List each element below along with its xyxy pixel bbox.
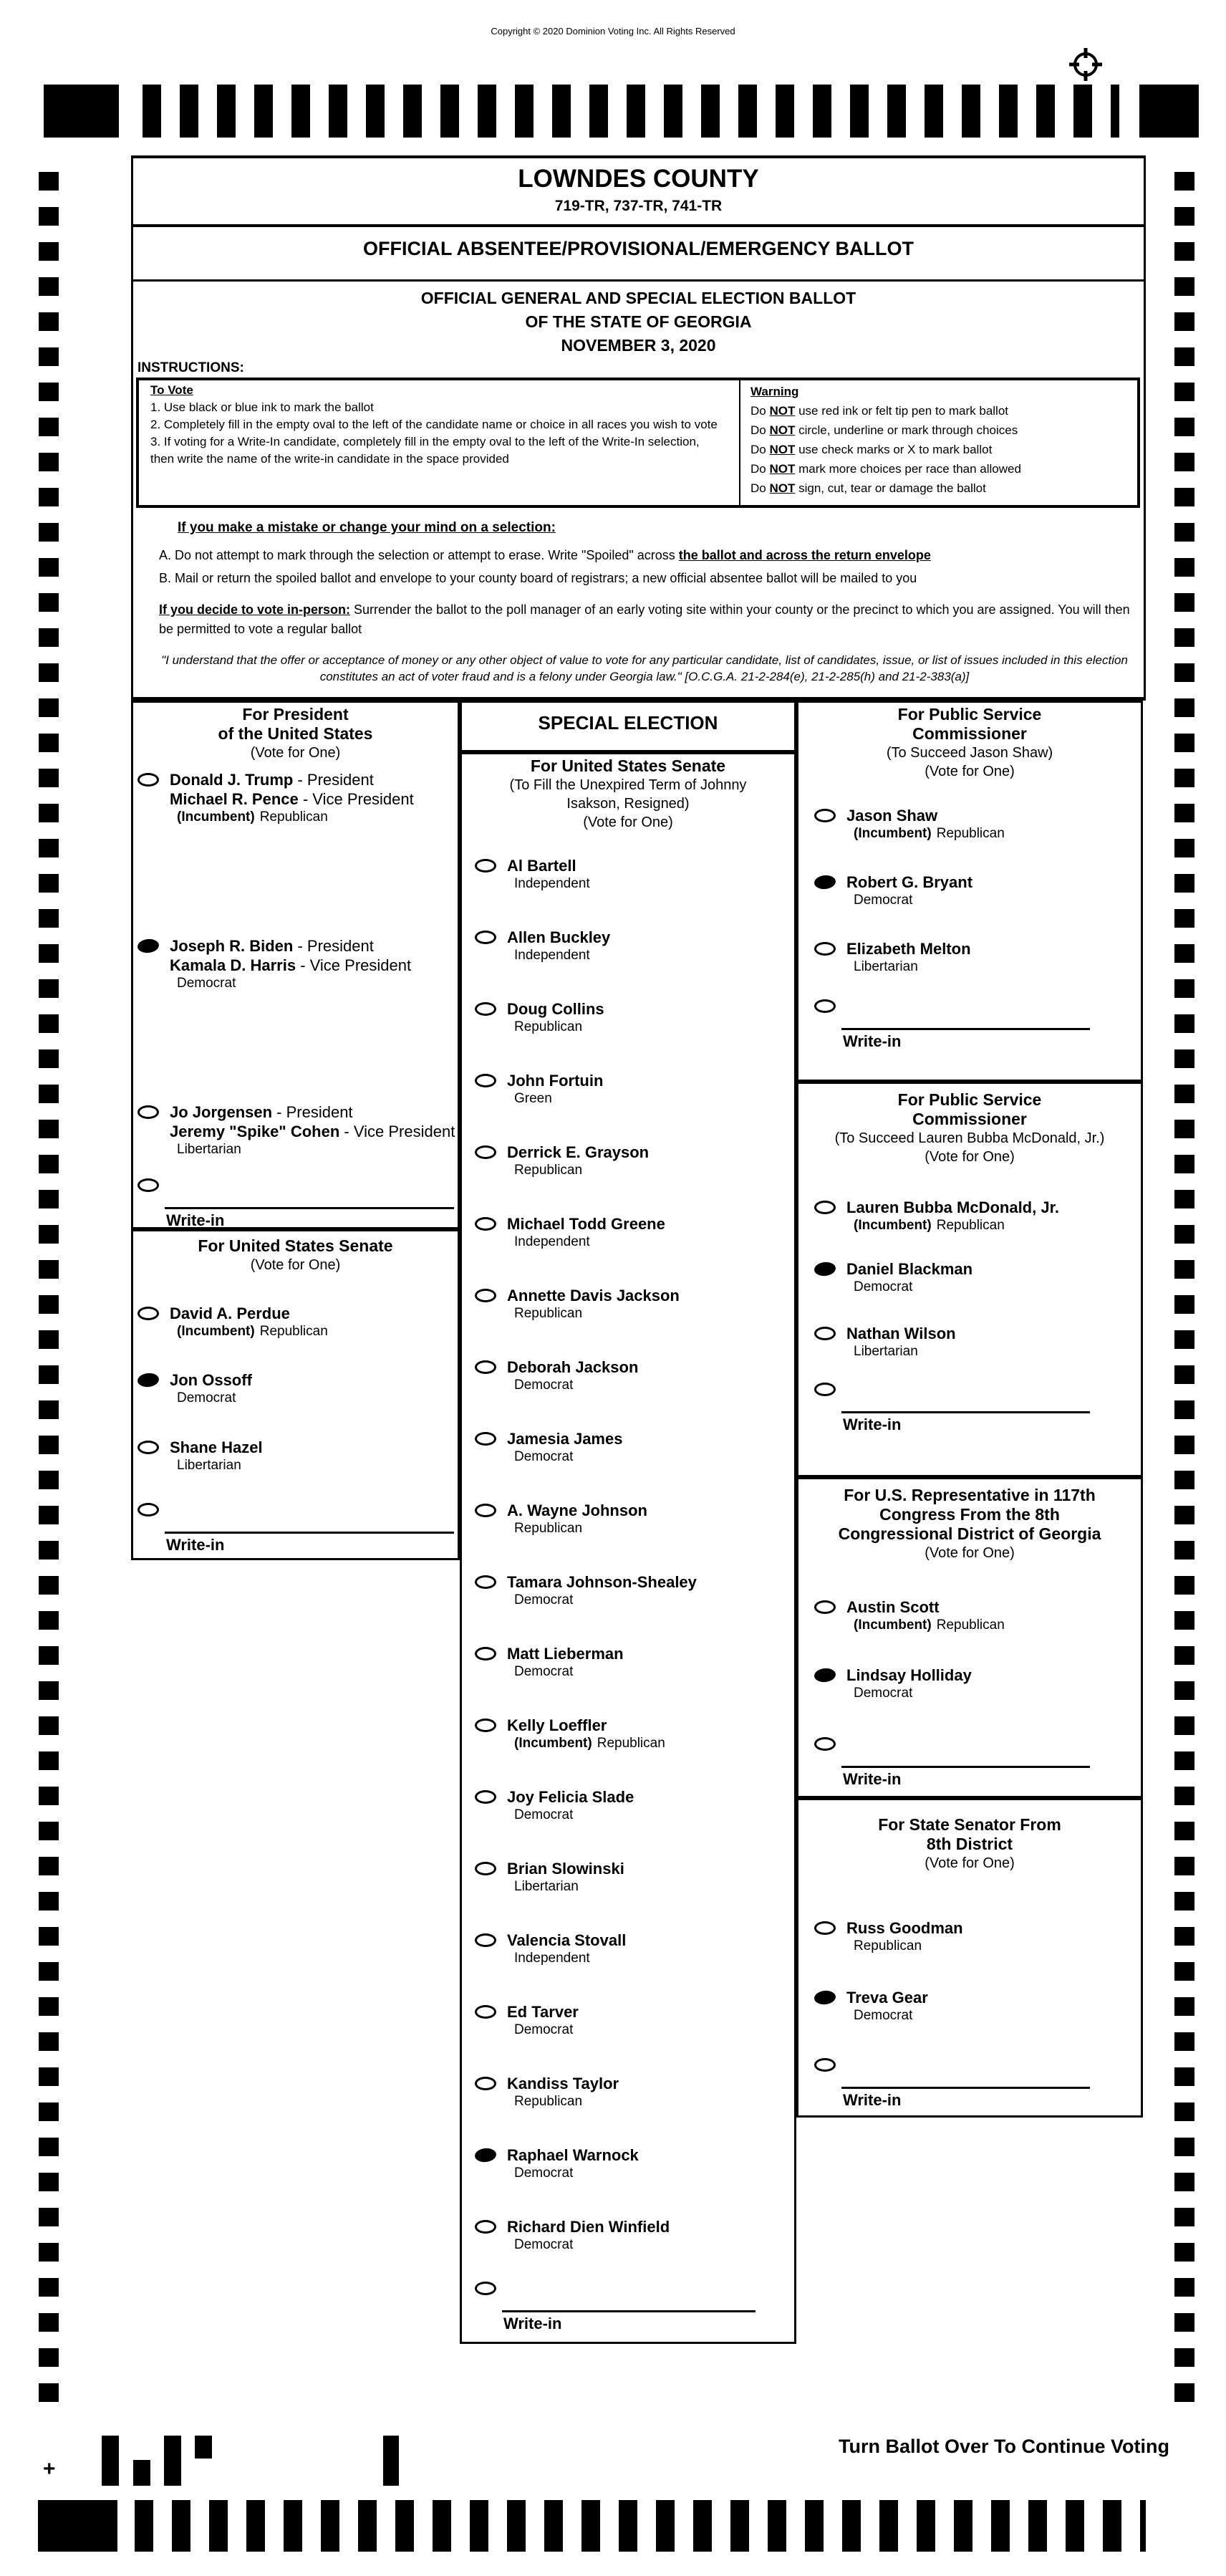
barcode-bar [383,2436,399,2486]
warning-item: Do NOT mark more choices per race than allowed [750,462,1021,476]
vote-oval-blackman[interactable] [814,1261,836,1277]
vote-oval-slade[interactable] [475,1790,496,1804]
candidate-row-biden: Joseph R. Biden - President Kamala D. Harris - Vice President Democrat [137,936,411,992]
vote-oval-loeffler[interactable] [475,1719,496,1732]
vote-oval-warnock[interactable] [474,2147,497,2163]
candidate-row-taylor: Kandiss Taylor Republican [475,2074,619,2110]
race-title-us-rep: For U.S. Representative in 117th Congress From the 8th Congressional District of Georgia (Vote for One) [798,1486,1141,1562]
write-in-row-psc1 [814,999,1090,1058]
vote-for-note: (Vote for One) [250,1257,341,1273]
write-in-oval[interactable] [475,2282,496,2295]
timing-marks-top [143,85,1119,138]
vote-oval-gear[interactable] [814,1989,836,2005]
write-in-oval[interactable] [137,1178,159,1192]
registration-target-icon [1069,48,1102,81]
write-in-oval[interactable] [814,1383,836,1396]
candidate-row-fortuin: John Fortuin Green [475,1071,603,1107]
candidate-row-perdue: David A. Perdue (Incumbent) Republican [137,1304,328,1340]
vote-oval-lieberman[interactable] [475,1647,496,1661]
copyright-line: Copyright © 2020 Dominion Voting Inc. All Rights Reserved [491,26,735,37]
barcode-bar [102,2436,119,2486]
candidate-row-gear: Treva Gear Democrat [814,1988,928,2024]
candidate-row-wilson: Nathan Wilson Libertarian [814,1324,956,1360]
registration-plus-mark: + [43,2457,56,2481]
vote-oval-james[interactable] [475,1432,496,1446]
vote-oval-bryant[interactable] [814,874,836,890]
write-in-row-president [137,1178,457,1237]
candidate-row-johnson: A. Wayne Johnson Republican [475,1501,647,1537]
vote-oval-stovall[interactable] [475,1933,496,1947]
write-in-label: Write-in [166,1536,225,1554]
vote-oval-tarver[interactable] [475,2005,496,2019]
vote-oval-johnson[interactable] [475,1504,496,1517]
write-in-label: Write-in [166,1211,225,1229]
timing-block-bottom-left [38,2500,117,2552]
vote-for-note: (Vote for One) [925,764,1015,779]
barcode-bar [133,2460,150,2486]
vote-oval-jorgensen[interactable] [137,1105,159,1119]
write-in-line[interactable] [165,1207,454,1209]
vote-oval-davis-jackson[interactable] [475,1289,496,1302]
write-in-oval[interactable] [814,999,836,1013]
vote-oval-deborah-jackson[interactable] [475,1360,496,1374]
write-in-label: Write-in [503,2315,562,2332]
warning-section [750,382,1137,498]
candidate-row-hazel: Shane Hazel Libertarian [137,1438,263,1474]
timing-marks-right [1174,172,1194,2402]
candidate-row-slade: Joy Felicia Slade Democrat [475,1787,634,1824]
vote-oval-holliday[interactable] [814,1667,836,1683]
vote-for-note: (Vote for One) [250,745,341,761]
write-in-line[interactable] [502,2310,756,2312]
write-in-row-special-senate [475,2282,756,2340]
write-in-row-us-senate [137,1503,457,1562]
mistake-heading: If you make a mistake or change your mind on a selection: [178,520,556,535]
warning-item: Do NOT circle, underline or mark through choices [750,423,1018,437]
vote-for-note: (Vote for One) [583,814,673,830]
ballot-style-number: 30 [390,2446,401,2456]
to-vote-section [150,382,723,468]
vote-oval-fortuin[interactable] [475,1074,496,1087]
timing-block-top-left [44,85,119,138]
vote-in-person-note: If you decide to vote in-person: Surrender the ballot to the poll manager of an early voting site within your county or the precinct to which you are assigned. You will then be permitted to vote a regular ballot [159,602,1130,636]
candidate-row-slowinski: Brian Slowinski Libertarian [475,1859,624,1895]
candidate-row-greene: Michael Todd Greene Independent [475,1214,665,1251]
vote-for-note: (Vote for One) [925,1545,1015,1561]
write-in-line[interactable] [841,1028,1090,1030]
candidate-row-blackman: Daniel Blackman Democrat [814,1259,972,1296]
vote-oval-winfield[interactable] [475,2220,496,2234]
instructions-label: INSTRUCTIONS: [137,360,244,375]
write-in-line[interactable] [841,1766,1090,1768]
write-in-label: Write-in [843,1416,902,1433]
to-vote-item: 3. If voting for a Write-In candidate, completely fill in the empty oval to the left of the Write-In selection, then write the name of the write-in candidate in the space provided [150,435,700,466]
vote-for-note: (Vote for One) [925,1149,1015,1165]
candidate-row-ossoff: Jon Ossoff Democrat [137,1370,252,1407]
write-in-row-psc2 [814,1383,1090,1441]
election-title [131,287,1146,357]
warning-item: Do NOT sign, cut, tear or damage the ballot [750,481,986,495]
turn-ballot-over-note: Turn Ballot Over To Continue Voting [839,2436,1169,2457]
candidate-row-loeffler: Kelly Loeffler (Incumbent) Republican [475,1716,665,1752]
vote-oval-wilson[interactable] [814,1327,836,1340]
to-vote-item: 1. Use black or blue ink to mark the ballot [150,400,374,414]
candidate-row-holliday: Lindsay Holliday Democrat [814,1666,972,1702]
vote-oval-johnson-shealey[interactable] [475,1575,496,1589]
candidate-row-grayson: Derrick E. Grayson Republican [475,1143,649,1179]
race-title-us-senate: For United States Senate (Vote for One) [133,1236,458,1274]
candidate-row-scott: Austin Scott (Incumbent) Republican [814,1597,1005,1634]
candidate-row-james: Jamesia James Democrat [475,1429,622,1466]
timing-marks-bottom [135,2500,1146,2552]
candidate-row-deborah-jackson: Deborah Jackson Democrat [475,1357,638,1394]
instructions-divider [739,378,740,508]
vote-oval-perdue[interactable] [137,1307,159,1320]
ballot-type-title: OFFICIAL ABSENTEE/PROVISIONAL/EMERGENCY BALLOT [362,238,914,259]
candidate-row-stovall: Valencia Stovall Independent [475,1931,626,1967]
write-in-label: Write-in [843,2091,902,2109]
warning-title: Warning [750,385,799,398]
candidate-row-shaw: Jason Shaw (Incumbent) Republican [814,806,1005,842]
candidate-row-buckley: Allen Buckley Independent [475,928,610,964]
vote-oval-goodman[interactable] [814,1921,836,1935]
precinct-codes: 719-TR, 737-TR, 741-TR [554,198,723,214]
to-vote-item: 2. Completely fill in the empty oval to the left of the candidate name or choice in all races you wish to vote [150,418,718,431]
vote-oval-shaw[interactable] [814,809,836,822]
election-date: NOVEMBER 3, 2020 [561,336,716,355]
timing-block-top-right [1139,85,1199,138]
write-in-label: Write-in [843,1770,902,1788]
write-in-row-us-rep [814,1737,1090,1796]
vote-oval-scott[interactable] [814,1600,836,1614]
vote-oval-biden[interactable] [137,938,160,953]
vote-oval-buckley[interactable] [475,931,496,944]
candidate-row-winfield: Richard Dien Winfield Democrat [475,2217,670,2254]
race-title-psc2: For Public Service Commissioner (To Succeed Lauren Bubba McDonald, Jr.) (Vote for One) [798,1090,1141,1166]
candidate-row-johnson-shealey: Tamara Johnson-Shealey Democrat [475,1572,697,1609]
header-divider-1 [131,224,1146,227]
special-election-title: SPECIAL ELECTION [538,712,718,734]
write-in-row-state-senator [814,2058,1090,2117]
candidate-row-trump: Donald J. Trump - President Michael R. Pence - Vice President (Incumbent) Republican [137,770,414,826]
election-title-line2: OF THE STATE OF GEORGIA [525,312,752,331]
vote-oval-greene[interactable] [475,1217,496,1231]
race-title-special-senate: For United States Senate (To Fill the Unexpired Term of Johnny Isakson, Resigned) (Vote for One) [462,756,794,832]
race-title-psc1: For Public Service Commissioner (To Succeed Jason Shaw) (Vote for One) [798,705,1141,781]
voter-fraud-notice: "I understand that the offer or acceptance of money or any other object of value to vote for any particular candidate, list of candidates, issue, or list of issues included in this election constitutes an act of voter fraud and is a felony under Georgia law." [O.C.G.A. 21-2-284(e), 21-2-285(h) and 21-2-383(a)] [161,653,1128,683]
to-vote-title: To Vote [150,383,193,397]
header-divider-2 [131,279,1146,282]
candidate-row-collins: Doug Collins Republican [475,999,604,1036]
barcode-bar [195,2436,212,2459]
write-in-line[interactable] [165,1532,454,1534]
candidate-row-tarver: Ed Tarver Democrat [475,2002,579,2039]
candidate-row-goodman: Russ Goodman Republican [814,1918,963,1955]
write-in-line[interactable] [841,1411,1090,1413]
timing-marks-left [39,172,59,2402]
candidate-row-jorgensen: Jo Jorgensen - President Jeremy "Spike" Cohen - Vice President Libertarian [137,1102,455,1158]
vote-oval-taylor[interactable] [475,2077,496,2090]
vote-oval-ossoff[interactable] [137,1372,160,1388]
candidate-row-lieberman: Matt Lieberman Democrat [475,1644,624,1681]
write-in-label: Write-in [843,1032,902,1050]
write-in-oval[interactable] [137,1503,159,1517]
candidate-row-warnock: Raphael Warnock Democrat [475,2145,639,2182]
mistake-item-b: B. Mail or return the spoiled ballot and envelope to your county board of registrars; a new official absentee ballot will be mailed to you [159,571,917,585]
vote-oval-collins[interactable] [475,1002,496,1016]
candidate-row-bartell: Al Bartell Independent [475,856,590,893]
write-in-oval[interactable] [814,2058,836,2072]
warning-item: Do NOT use check marks or X to mark ballot [750,443,993,456]
candidate-row-mcdonald: Lauren Bubba McDonald, Jr. (Incumbent) Republican [814,1198,1059,1234]
race-title-state-senator: For State Senator From 8th District (Vote for One) [798,1815,1141,1873]
vote-oval-bartell[interactable] [475,859,496,873]
vote-for-note: (Vote for One) [925,1855,1015,1871]
vote-oval-mcdonald[interactable] [814,1201,836,1214]
mistake-item-a: A. Do not attempt to mark through the selection or attempt to erase. Write "Spoiled" across the ballot and across the return envelope [159,548,931,562]
election-title-line1: OFFICIAL GENERAL AND SPECIAL ELECTION BALLOT [420,289,856,307]
candidate-row-melton: Elizabeth Melton Libertarian [814,939,971,976]
warning-item: Do NOT use red ink or felt tip pen to mark ballot [750,404,1009,418]
vote-oval-slowinski[interactable] [475,1862,496,1875]
vote-oval-melton[interactable] [814,942,836,956]
vote-oval-hazel[interactable] [137,1441,159,1454]
write-in-line[interactable] [841,2087,1090,2089]
vote-oval-trump[interactable] [137,773,159,787]
write-in-oval[interactable] [814,1737,836,1751]
race-title-president: For President of the United States (Vote for One) [133,705,458,762]
candidate-row-bryant: Robert G. Bryant Democrat [814,873,972,909]
barcode-bar [164,2436,181,2486]
candidate-row-davis-jackson: Annette Davis Jackson Republican [475,1286,680,1322]
county-title: LOWNDES COUNTY [518,165,759,193]
vote-oval-grayson[interactable] [475,1145,496,1159]
